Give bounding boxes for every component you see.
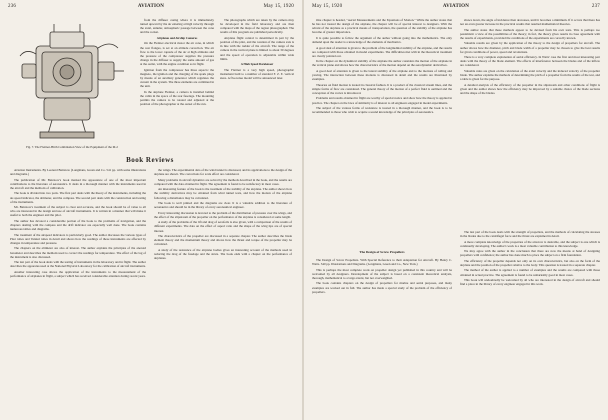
paragraph: The Flettner is a very high speed, photographic instrument built to a number of standard F. Z. E. vertical sizes. A five-lense model will be announced later. xyxy=(220,67,294,80)
left-col-a-top xyxy=(140,18,214,152)
left-col-b-top xyxy=(220,18,294,152)
paragraph: The chapters on the altimeter are also of interest. The author explains the principles of the aneroid barometer and describes the methods used to correct the readings for temperature. The effect of the lag of the instrument is also discussed. xyxy=(10,246,146,259)
paragraph: Valuable results are given by the application of the theory to the design of propellers for aircraft. The author shows how the diameter, pitch and blade width of a propeller may be chosen to give the best results for given conditions of power, speed and revolutions. xyxy=(460,41,600,54)
paragraph: We may agree with the author in the conclusion that there are now the means at hand of designing propellers with confidence; the author has done much to place the subject on a firm foundation. xyxy=(460,249,600,258)
right-page-number: 237 xyxy=(591,4,600,9)
paragraph: Theories on fluid motion is treated in classical fashion. It is a product of the classical stream lines, and the simple forms of flow are considered. The general theory of the motion of a perfect fluid is outlined and the conception of the vortex is introduced. xyxy=(312,82,452,95)
right-running-title: AVIATION xyxy=(442,4,470,9)
right-page xyxy=(304,0,608,420)
paragraph: shows down, the angle of incidence then decreases, until it becomes a minimum. If it occurs that there has not an even greater increase in the practical results that resulted mathematical theories. xyxy=(460,18,600,27)
left-page xyxy=(0,0,302,420)
right-col-b-top xyxy=(460,18,600,228)
paragraph: The characteristics of the propeller are discussed in a separate chapter. The author describes the blade element theory and the momentum theory and shows how the thrust and torque of the propeller may be calculated. xyxy=(154,233,292,247)
right-page-header xyxy=(312,4,600,13)
paragraph: The book is well printed and the diagrams are clear. It is a valuable addition to the literature of aeronautics and should be in the library of every aeronautical engineer. xyxy=(154,200,292,210)
paragraph: The author states that these methods appear to be devised from his own tests. This is perhaps too pessimistic a view of the possibilities of the theory; in fact, the theory gives results in close agreement with the results of experiments, provided the conditions of the experiments are correctly known. xyxy=(460,27,600,40)
left-running-title: AVIATION xyxy=(137,4,165,9)
engine-drawing xyxy=(14,18,130,142)
right-col-b-bottom xyxy=(460,230,600,414)
paragraph: A study of the resistance of the airplane bodies gives an interesting account of the methods used in reducing the drag of the fuselage and the struts. The book ends with a chapter on the performance of airplanes. xyxy=(154,247,292,261)
paragraph: The book contains chapters on the design of propellers for marine and aerial purposes, and many examples are worked out in full. The author has made a special study of the problem of the efficiency of propellers. xyxy=(312,281,452,294)
paragraph: The publication of Mr. Bairstow's book marked the appearance of one of the most important contributions to the literature of aeronautics. It deals in a thorough manner with the instruments used in the aircraft and the methods of calibration. xyxy=(10,177,146,190)
paragraph: One chapter is headed, "Aerial Measurements and the Equations of Motion." While the author states that he has not treated the design of the airplane, the chapter will be of special interest to designers. With the advent of the airplane as a practical means of transportation, the question of the stability of the airplane has become of greater importance. xyxy=(312,18,452,35)
left-page-number: 236 xyxy=(8,4,17,9)
paragraph: Valuable rules are given on the calculation of the axial velocity and the induced velocity of the propeller blade. The author explains the methods of determining the pitch of a propeller from the results of the test, and a table is given for the purpose. xyxy=(460,68,600,82)
figure-caption: Fig. 7. The Flettner-Hirth Combination View of the Equipment of the M-2 xyxy=(26,145,118,149)
paragraph: It is quite possible to follow the argument of the author without going into the mathematics. The only demand upon the reader is a knowledge of the elements of mechanics. xyxy=(312,35,452,45)
paragraph: On the Flettner electrical motor the air cone, in which the rear flanges, is set at an altitude correction. The air flow to the lower capsule of the air at high altitudes and the pressure of the compressor supplies the pressure change in the diffuser to supply the same amount of gas at the outlet, with the engine condition as in flight. xyxy=(140,41,214,67)
paragraph: The Design of Screw Propellers. With Special Reference to their Adaptation for Aircraft. By Henry C. Watts. 340 pp. Illustrations and Diagrams. (Longmans, Green and Co., New York.) xyxy=(312,258,452,267)
paragraph: A study of the problems of the lift and drag of aerofoils is also given, with a comparison of the results of different experiments. The data on the effect of aspect ratio and the shape of the wing tips are of special interest. xyxy=(154,220,292,233)
section-title: Book Reviews xyxy=(126,156,174,164)
paragraph: A good deal of attention is given to the problem of the longitudinal stability of the airplane, and the results are compared with those obtained in model experiments. The difficulties met with in the theoretical treatment are clearly pointed out. xyxy=(312,45,452,58)
paragraph: The book is divided into two parts. The first part deals with the theory of the instruments, including the air-speed indicator, the altimeter, and the compass. The second part deals with the construction and testing of the instruments. xyxy=(10,191,146,204)
paragraph: Many problems in aircraft dynamics are solved by the methods described in the book, and the results are compared with the data obtained in flight. The agreement is found to be satisfactory in most cases. xyxy=(154,177,292,186)
paragraph: A more complete knowledge of the properties of the airscrew is desirable, and the subject is one which is continually developing. The author's work is a most valuable contribution to this knowledge. xyxy=(460,239,600,248)
left-page-date: May 15, 1920 xyxy=(263,4,294,9)
paragraph: the wings. The experimental data of the wind tunnel is discussed, and its applications to the design of the airplane are shown. The corrections for scale effect are considered. xyxy=(154,168,292,177)
paragraph: In the chapter on the dynamical stability of the airplane the author considers the motion of the airplane in the vertical plane and shows how the characteristics of the motion depend on the aerodynamic derivatives. xyxy=(312,59,452,68)
propellers-subheading: The Design of Screw Propellers xyxy=(359,250,405,254)
paragraph: The author has devoted a considerable portion of the book to the problems of navigation, and the chapters dealing with the compass and the drift indicator are especially well done. The book contains numerous tables and diagrams. xyxy=(10,218,146,232)
right-col-a-bottom xyxy=(312,258,452,414)
subheading: Airplanes and Airship Cameras xyxy=(156,35,198,40)
paragraph: This book will undoubtedly be welcomed by all who are interested in the design of aircraft and should find a place in the library of every engineer engaged in this work. xyxy=(460,278,600,287)
right-page-date: May 15, 1920 xyxy=(312,4,343,9)
paragraph: The treatment of the airspeed indicators is particularly good. The author discusses the various types of Pitot tubes and Venturi tubes in detail and shows how the readings of these instruments are affected by changes in temperature and pressure. xyxy=(10,232,146,245)
right-col-a-top xyxy=(312,18,452,246)
left-col-a-bottom xyxy=(10,168,146,414)
subheading: A Hiah Speed Darelenaer xyxy=(240,62,274,67)
paragraph: Problems and results obtained in flight are worthy of special notice and show how the theory is applied in practice. The chapter on the laws of similarity is of interest to all engineers engaged in model experiments. xyxy=(312,96,452,105)
left-col-b-bottom xyxy=(154,168,292,414)
paragraph: The efficiency of the propeller depends not only on its own characteristics, but also on the form of the airplane and the position of the propeller relative to the body. This question is treated in a separate chapter. xyxy=(460,258,600,267)
paragraph: Ignition from the compressor has three aspects: the magneto, the ignition and the charging of the spark plugs by means of an auxiliary generator which regulates the current in the system. The three elements are combined in the unit. xyxy=(140,67,214,89)
paragraph: This is perhaps the most complete work on propeller design yet published in this country and will be welcomed by all designers. Development of the subject is based on a consistent theoretical analysis, thorough, mathematical to a large extent, but not overweighted. xyxy=(312,267,452,280)
paragraph: There is a very complete explanation of aerial efficiency. In Watts' case the first and most interesting part deals with the theory of the blade element. The effects of interference between the blades and of the inflow are considered. xyxy=(460,55,600,68)
paragraph: The method of the author is applied to a number of examples and the results are compared with those obtained in actual practice. The agreement is found to be remarkably good in most cases. xyxy=(460,268,600,277)
paragraph: The last part of the book deals with the testing of instruments in the laboratory and in flight. The author describes the apparatus used at the National Physical Laboratory for the calibration of aircraft instruments. xyxy=(10,260,146,269)
paragraph: An interesting feature of the book is the treatment of the stability of the airplane. The author shows how the stability derivatives may be obtained from wind tunnel tests, and how the motion of the airplane following a disturbance may be calculated. xyxy=(154,187,292,200)
paragraph: from the diffuser casing where it is immediately turned upward by the air entering at high velocity through the axial, annular, atmospheric passage between the cone and the rocket. xyxy=(140,18,214,35)
paragraph: The last part of the book deals with the strength of propellers, and the methods of calculating the stresses in the blades due to the centrifugal force and the thrust are explained in detail. xyxy=(460,230,600,239)
paragraph: A detailed analysis of the efficiency of the propeller in the slipstream and other conditions of flight is given and the author shows how the efficiency may be improved by a suitable choice of the blade sections and the shape of the blades. xyxy=(460,82,600,95)
paragraph: In the airplane Flettner, a camera is installed behind the cabin in the space of the rear fuselage. The mounting permits the camera to be rotated and adjusted at the position of the photographer at the outset of the run. xyxy=(140,89,214,107)
left-page-header xyxy=(8,4,294,13)
engine-figure xyxy=(14,18,130,142)
paragraph: Mr. Bairstow's treatment of the subject is clear and accurate, and the book should be of value to all who are interested in the design and use of aircraft instruments. It is written in a manner that will make it useful to both the engineer and the pilot. xyxy=(10,205,146,218)
paragraph: The subject of the various forms of resistance is treated in a thorough manner, and the book is to be recommended to those who wish to acquire a sound knowledge of the principles of aeronautics. xyxy=(312,106,452,115)
paragraph: Aviation Instruments. By Leonard Bairstow (Longmans, Green and Co. 541 pp. with some illustrations and diagrams.) xyxy=(10,168,146,177)
paragraph: Airplane flight control is determined in part by the position of the pilot, and the rotation of the camera axis is in line with the rudder of the aircraft. The range of the camera in the vertical plane is limited to about 30 degrees and the speed of operation is adjustable within wide limits. xyxy=(220,35,294,61)
paragraph: Another interesting case shows the application of the instruments to the measurement of the performance of airplanes in flight, a subject which has received considerable attention during recent years. xyxy=(10,269,146,278)
paragraph: A good deal of attention is given to the lateral stability of the airplane and to the motions of rolling and yawing. The interaction between these motions is discussed in detail and the results are illustrated by examples. xyxy=(312,68,452,82)
paragraph: The photographs which are taken by the camera may be developed in the field laboratory and are then compared with the maps of the region photographed. The results of this program are published periodically. xyxy=(220,18,294,35)
paragraph: Every interesting discussion is devoted to the problem of the distribution of pressure over the wings, and the effect of the slipstream of the propeller on the performance of the airplane is considered at some length. xyxy=(154,210,292,219)
